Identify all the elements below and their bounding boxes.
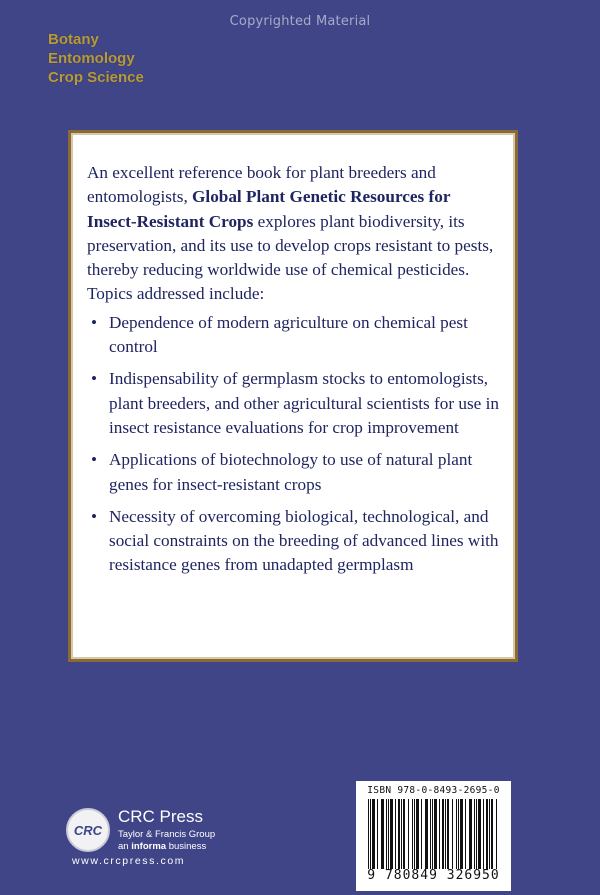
barcode-bar [442, 799, 444, 869]
barcode-bar [386, 799, 387, 869]
barcode-bar [421, 799, 422, 869]
barcode-bar [445, 799, 446, 869]
logo-text: CRC [73, 822, 103, 838]
barcode-bar [491, 799, 493, 869]
topic-text: Necessity of overcoming biological, technological, and social constraints on the breeding of advanced lines with resistance genes from unadapted germplasm [109, 506, 499, 575]
barcode-bar [474, 799, 475, 869]
barcode-bar [401, 799, 402, 869]
barcode-block [356, 781, 511, 891]
bullet-icon: • [91, 450, 98, 470]
subject-list [48, 30, 144, 87]
barcode-bar [395, 799, 396, 869]
barcode-bar [430, 799, 431, 869]
bullet-icon: • [91, 312, 98, 332]
barcode-bar [469, 799, 472, 869]
book-title: Global Plant Genetic Resources for Insect-Resistant Crops [87, 187, 451, 231]
barcode-bar [465, 799, 466, 869]
barcode-bar [377, 799, 378, 869]
isbn-label: ISBN 978-0-8493-2695-0 [367, 785, 500, 796]
barcode-bar [483, 799, 484, 869]
topic-text: Applications of biotechnology to use of natural plant genes for insect-resistant crops [109, 450, 473, 494]
barcode-bar [460, 799, 463, 869]
barcode-bar [390, 799, 393, 869]
publisher-name: CRC Press [118, 807, 204, 826]
barcode-bar [458, 799, 459, 869]
bullet-icon: • [91, 506, 98, 526]
subject-botany: Botany [48, 31, 99, 48]
barcode-bar [412, 799, 413, 869]
subject-crop-science: Crop Science [48, 69, 144, 86]
subject-entomology: Entomology [48, 50, 135, 67]
barcode-bar [414, 799, 415, 869]
barcode-bar [434, 799, 437, 869]
barcode-bar [439, 799, 440, 869]
barcode-bar [476, 799, 477, 869]
barcode-bar [478, 799, 481, 869]
publisher-group: Taylor & Francis Group [118, 829, 216, 840]
topic-text: Dependence of modern agriculture on chemical pest control [109, 312, 468, 357]
topic-item [87, 311, 499, 360]
barcode-bar [408, 799, 409, 869]
topics-list [87, 311, 499, 578]
tagline-post: business [166, 841, 207, 852]
intro-lead: An excellent reference book for plant breeders and entomologists, [87, 163, 436, 207]
barcode-bar [368, 799, 369, 869]
barcode-bar [403, 799, 405, 869]
crc-logo-icon [66, 808, 110, 852]
barcode-bar [381, 799, 384, 869]
barcode-bars [366, 799, 502, 869]
barcode-bar [486, 799, 488, 869]
bullet-icon: • [91, 369, 98, 389]
publisher-website: www.crcpress.com [72, 855, 186, 867]
tagline-pre: an [118, 841, 132, 852]
intro-paragraph [87, 161, 499, 307]
intro-rest: explores plant biodiversity, its preservation, and its use to develop crops resistant to pests, thereby reducing worldwide use of chemical pesticides. Topics addressed include: [87, 211, 494, 304]
barcode-bar [447, 799, 449, 869]
topic-item [87, 367, 499, 440]
barcode-bar [388, 799, 389, 869]
barcode-bar [456, 799, 457, 869]
barcode-bar [416, 799, 419, 869]
barcode-bar [372, 799, 375, 869]
topic-text: Indispensability of germplasm stocks to entomologists, plant breeders, and other agricultural scientists for use in insect resistance evaluations for crop improvement [109, 369, 499, 437]
barcode-bar [489, 799, 490, 869]
publisher-tagline [118, 841, 215, 853]
topic-item [87, 505, 499, 578]
barcode-bar [452, 799, 453, 869]
barcode-bar [370, 799, 371, 869]
ean-digits: 9 780849 326950 [367, 868, 500, 883]
barcode-bar [425, 799, 428, 869]
description-panel [68, 130, 518, 662]
topic-item [87, 448, 499, 497]
description-panel-inner [71, 133, 515, 659]
tagline-brand: informa [131, 841, 167, 852]
publisher-info [118, 808, 215, 853]
barcode-bar [432, 799, 433, 869]
copyright-watermark: Copyrighted Material [229, 14, 371, 29]
barcode-bar [398, 799, 400, 869]
barcode-bar [496, 799, 497, 869]
